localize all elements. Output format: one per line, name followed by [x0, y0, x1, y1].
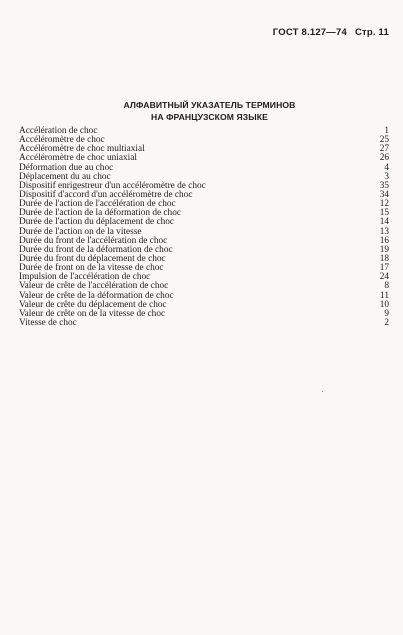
entry-term: Accéléromètre de choc	[19, 135, 105, 146]
entry-number: 3	[384, 171, 389, 182]
entry-number: 35	[379, 180, 389, 191]
entry-number: 24	[379, 272, 389, 283]
entry-term: Durée de front on de la vitesse de choc	[19, 263, 164, 274]
entry-term: Accéléromètre de choc uniaxial	[19, 153, 137, 164]
entry-term: Impulsion de l'accélération de choc	[19, 272, 151, 283]
page-header	[273, 27, 389, 38]
entry-number: 10	[379, 299, 389, 310]
index-title	[0, 99, 403, 123]
term-index-list	[19, 127, 389, 328]
entry-term: Durée de l'action de l'accélération de choc	[19, 199, 176, 210]
entry-number: 34	[379, 189, 389, 200]
entry-term: Valeur de crête de l'accélération de choc	[19, 281, 169, 292]
entry-term: Dispositif d'accord d'un accéléromètre de choc	[19, 189, 193, 200]
title-line-2: НА ФРАНЦУЗСКОМ ЯЗЫКЕ	[151, 112, 268, 122]
entry-number: 12	[379, 199, 389, 210]
entry-term: Durée du front de l'accélération de choc	[19, 235, 168, 246]
entry-number: 15	[379, 208, 389, 219]
entry-term: Accéléromètre de choc multiaxial	[19, 144, 145, 155]
entry-number: 17	[379, 263, 389, 274]
entry-term: Déformation due au choc	[19, 162, 114, 173]
entry-term: Durée de l'action du déplacement de choc	[19, 217, 175, 228]
entry-term: Dispositif enrigestreur d'un accéléromètre de choc	[19, 180, 206, 191]
entry-number: 13	[379, 226, 389, 237]
standard-number: ГОСТ 8.127—74	[272, 27, 347, 38]
entry-term: Accélération de choc	[19, 126, 98, 136]
entry-number: 4	[384, 162, 389, 173]
entry-number: 26	[379, 153, 389, 164]
entry-number: 1	[384, 126, 389, 136]
page-number: Стр. 11	[354, 27, 389, 38]
page-speck	[322, 391, 323, 392]
entry-term: Durée du front de la déformation de choc	[19, 244, 173, 255]
entry-term: Déplacement du au choc	[19, 171, 111, 182]
entry-number: 27	[379, 144, 389, 155]
index-entry	[19, 319, 389, 328]
entry-number: 25	[379, 135, 389, 146]
entry-number: 18	[379, 253, 389, 264]
entry-number: 9	[384, 308, 389, 319]
entry-term: Valeur de crête on de la vitesse de choc	[19, 308, 166, 319]
entry-number: 14	[379, 217, 389, 228]
entry-number: 2	[384, 317, 389, 328]
entry-term: Durée de l'action de la déformation de choc	[19, 208, 181, 219]
title-line-1: АЛФАВИТНЫЙ УКАЗАТЕЛЬ ТЕРМИНОВ	[123, 100, 296, 110]
entry-number: 8	[384, 281, 389, 292]
entry-term: Durée du front du déplacement de choc	[19, 253, 166, 264]
entry-term: Durée de l'action on de la vitesse	[19, 226, 142, 237]
entry-number: 19	[379, 244, 389, 255]
entry-term: Vitesse de choc	[19, 317, 77, 328]
entry-number: 11	[380, 290, 389, 301]
entry-term: Valeur de crête de la déformation de choc	[19, 290, 174, 301]
entry-number: 16	[379, 235, 389, 246]
entry-term: Valeur de crête du déplacement de choc	[19, 299, 167, 310]
